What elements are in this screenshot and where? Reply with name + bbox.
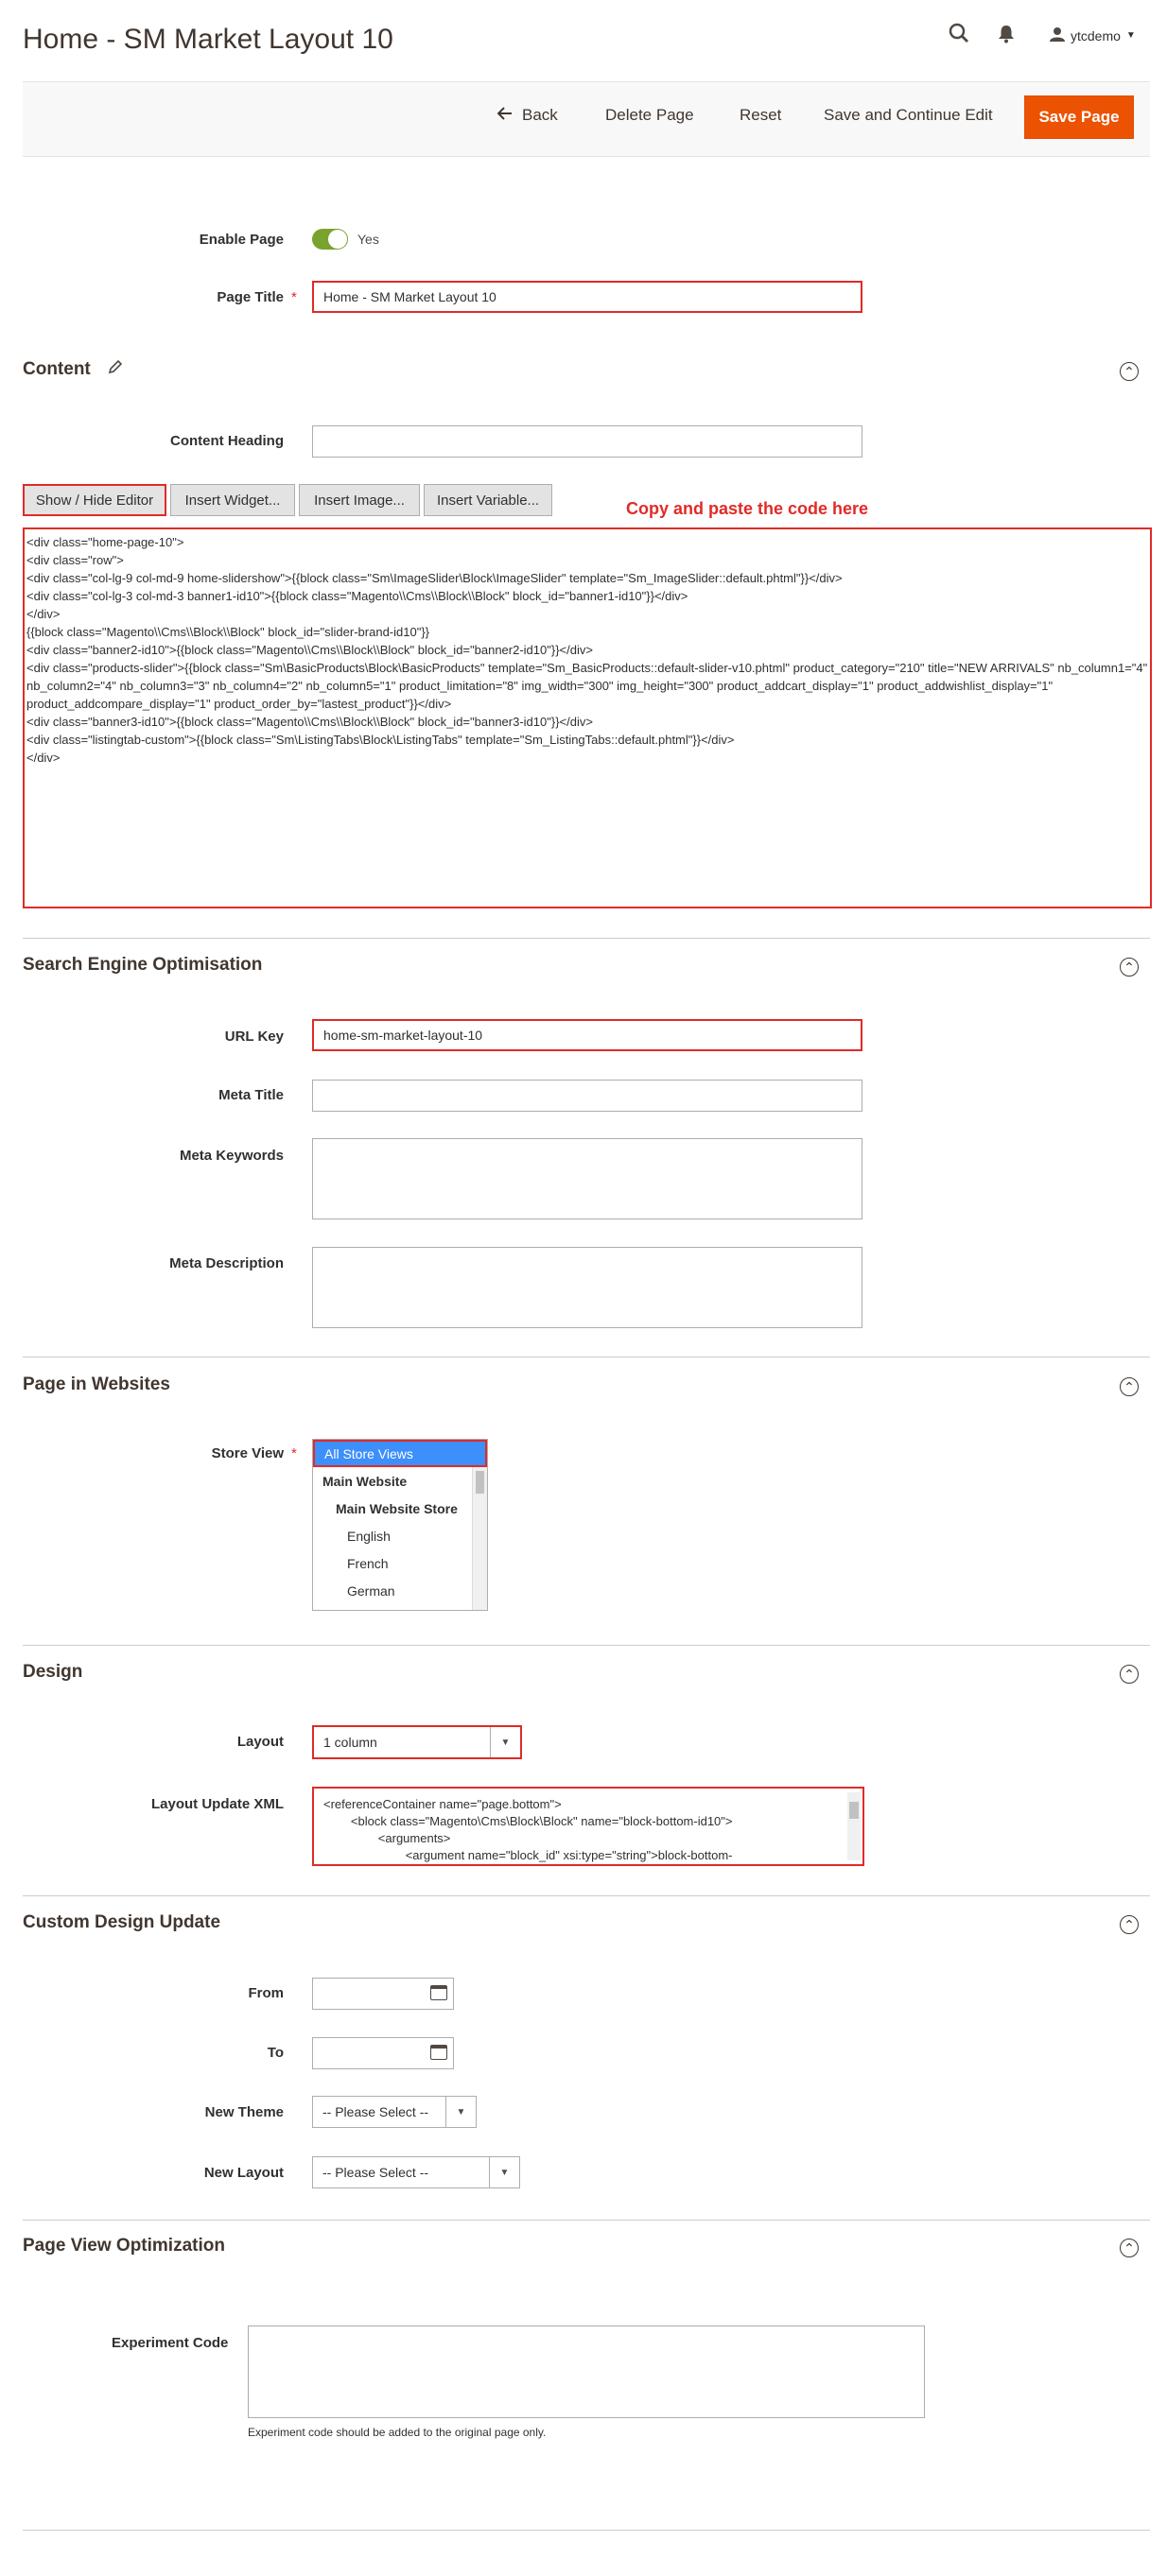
scrollbar[interactable] xyxy=(472,1467,487,1610)
section-divider xyxy=(23,2220,1150,2221)
pencil-icon[interactable] xyxy=(108,359,122,380)
caret-down-icon: ▼ xyxy=(1125,30,1136,41)
store-option[interactable]: Main Website xyxy=(322,1473,408,1489)
meta-description-label: Meta Description xyxy=(169,1255,284,1271)
page-title-input[interactable]: Home - SM Market Layout 10 xyxy=(312,281,862,313)
back-button[interactable]: Back xyxy=(497,106,558,125)
user-menu[interactable] xyxy=(1050,26,1136,44)
section-divider xyxy=(23,1645,1150,1646)
required-mark: * xyxy=(291,1445,297,1461)
store-view-multiselect[interactable] xyxy=(312,1439,488,1611)
store-option[interactable]: All Store Views xyxy=(313,1440,487,1467)
meta-title-input[interactable] xyxy=(312,1080,862,1112)
reset-button[interactable]: Reset xyxy=(740,106,782,124)
page-title-label: Page Title xyxy=(217,289,284,305)
save-continue-button[interactable]: Save and Continue Edit xyxy=(824,106,993,124)
seo-section-header[interactable]: Search Engine Optimisation xyxy=(23,955,263,975)
content-heading-label: Content Heading xyxy=(170,433,284,449)
new-theme-label: New Theme xyxy=(204,2104,284,2120)
arrow-left-icon xyxy=(497,106,513,125)
chevron-up-icon[interactable]: ⌃ xyxy=(1120,2239,1139,2257)
content-code-textarea[interactable]: <div class="home-page-10"> <div class="row"> <div class="col-lg-9 col-md-9 home-slidershow">{{block class="Sm\ImageSlider\Block\ImageSlider" template="Sm_ImageSlider::default.phtml"}}</div> <div class="col-lg-3 col-md-3 banner1-id10">{{block class="Magento\\Cms\\Block\\Block" block_id="banner1-id10"}}</div> </div> {{block class="Magento\\Cms\\Block\\Block" block_id="slider-brand-id10"}} <div class="banner2-id10">{{block class="Magento\\Cms\\Block\\Block" block_id="banner2-id10"}}</div> <div class="products-slider">{{block class="Sm\BasicProducts\Block\BasicProducts" template="Sm_BasicProducts::default-slider-v10.phtml" product_category="210" title="NEW ARRIVALS" nb_column1="4" nb_column2="4" nb_column3="3" nb_column4="2" nb_column5="1" product_limitation="8" img_width="300" img_height="300" product_addcart_display="1" product_addwishlist_display="1" product_addcompare_display="1" product_order_by="lastest_product"}}</div> <div class="banner3-id10">{{block class="Magento\\Cms\\Block\\Block" block_id="banner3-id10"}}</div> <div class="listingtab-custom">{{block class="Sm\ListingTabs\Block\ListingTabs" template="Sm_ListingTabs::default.phtml"}}</div> </div> xyxy=(23,527,1152,908)
section-divider xyxy=(23,938,1150,939)
chevron-up-icon[interactable]: ⌃ xyxy=(1120,1377,1139,1396)
from-label: From xyxy=(248,1985,284,2001)
custom-design-section-header[interactable]: Custom Design Update xyxy=(23,1912,221,1932)
store-option[interactable]: German xyxy=(347,1582,395,1599)
show-hide-editor-button[interactable]: Show / Hide Editor xyxy=(23,484,166,516)
experiment-code-label: Experiment Code xyxy=(112,2335,229,2351)
store-option[interactable]: French xyxy=(347,1555,389,1571)
insert-variable-button[interactable]: Insert Variable... xyxy=(424,484,552,516)
chevron-up-icon[interactable]: ⌃ xyxy=(1120,1915,1139,1934)
search-icon[interactable] xyxy=(949,23,969,49)
meta-title-label: Meta Title xyxy=(218,1087,284,1103)
enable-page-value: Yes xyxy=(357,232,379,247)
insert-widget-button[interactable]: Insert Widget... xyxy=(170,484,295,516)
chevron-up-icon[interactable]: ⌃ xyxy=(1120,958,1139,977)
meta-description-textarea[interactable] xyxy=(312,1247,862,1328)
layout-select[interactable]: 1 column ▼ xyxy=(312,1725,522,1759)
scrollbar[interactable] xyxy=(847,1792,861,1860)
save-page-button[interactable]: Save Page xyxy=(1024,95,1134,139)
delete-page-button[interactable]: Delete Page xyxy=(605,106,694,124)
page-actions-toolbar xyxy=(23,81,1150,157)
store-option[interactable]: English xyxy=(347,1528,391,1544)
content-section-header[interactable]: Content xyxy=(23,359,122,380)
new-layout-label: New Layout xyxy=(203,2165,284,2181)
user-icon xyxy=(1050,26,1065,44)
new-layout-select[interactable]: -- Please Select -- ▼ xyxy=(312,2156,520,2188)
required-mark: * xyxy=(291,289,297,305)
to-date-input[interactable] xyxy=(312,2037,454,2069)
meta-keywords-textarea[interactable] xyxy=(312,1138,862,1219)
page-title: Home - SM Market Layout 10 xyxy=(23,24,393,55)
store-option[interactable]: Main Website Store xyxy=(336,1500,458,1516)
layout-label: Layout xyxy=(236,1734,284,1750)
bell-icon[interactable] xyxy=(998,25,1015,49)
chevron-up-icon[interactable]: ⌃ xyxy=(1120,362,1139,381)
layout-xml-textarea[interactable]: <referenceContainer name="page.bottom"> <block class="Magento\Cms\Block\Block" name="block-bottom-id10"> <arguments> <argument name="block_id" xsi:type="string">block-bottom- xyxy=(312,1787,864,1866)
enable-page-toggle[interactable] xyxy=(312,229,348,250)
new-theme-select[interactable]: -- Please Select -- ▼ xyxy=(312,2096,477,2128)
chevron-up-icon[interactable]: ⌃ xyxy=(1120,1665,1139,1684)
experiment-code-textarea[interactable] xyxy=(248,2325,925,2418)
annotation-text: Copy and paste the code here xyxy=(626,499,869,518)
layout-xml-label: Layout Update XML xyxy=(150,1796,284,1812)
optimization-section-header[interactable]: Page View Optimization xyxy=(23,2236,225,2256)
experiment-code-note: Experiment code should be added to the original page only. xyxy=(248,2426,547,2439)
chevron-down-icon: ▼ xyxy=(445,2097,476,2127)
content-heading-input[interactable] xyxy=(312,425,862,458)
calendar-icon[interactable] xyxy=(430,1985,447,2000)
design-section-header[interactable]: Design xyxy=(23,1662,83,1682)
username: ytcdemo xyxy=(1071,27,1121,43)
url-key-input[interactable]: home-sm-market-layout-10 xyxy=(312,1019,862,1051)
meta-keywords-label: Meta Keywords xyxy=(179,1148,284,1164)
insert-image-button[interactable]: Insert Image... xyxy=(299,484,420,516)
calendar-icon[interactable] xyxy=(430,2045,447,2060)
section-divider xyxy=(23,2530,1150,2531)
to-label: To xyxy=(267,2045,284,2061)
store-view-label: Store View xyxy=(211,1445,284,1461)
websites-section-header[interactable]: Page in Websites xyxy=(23,1374,170,1394)
from-date-input[interactable] xyxy=(312,1978,454,2010)
section-divider xyxy=(23,1895,1150,1896)
enable-page-label: Enable Page xyxy=(199,232,284,248)
chevron-down-icon: ▼ xyxy=(490,1727,520,1757)
url-key-label: URL Key xyxy=(224,1029,284,1045)
chevron-down-icon: ▼ xyxy=(489,2157,519,2187)
